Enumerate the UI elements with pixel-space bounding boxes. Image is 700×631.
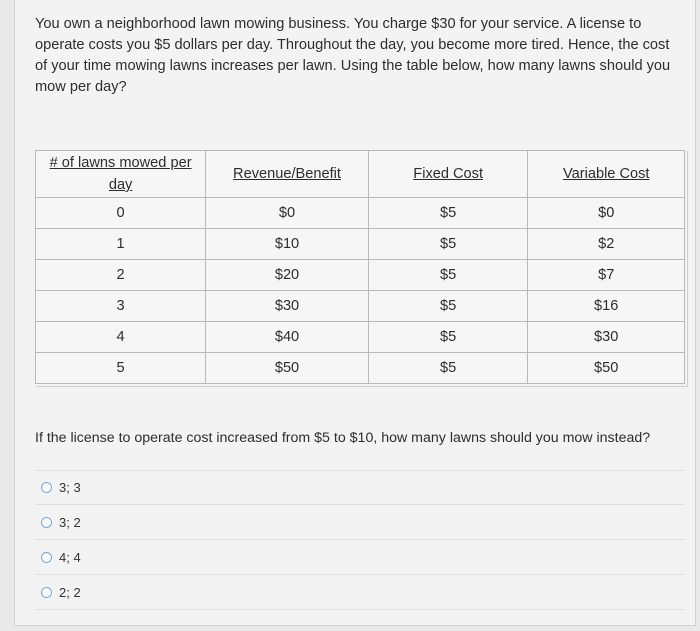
table-row xyxy=(36,260,685,291)
cell-fixed-cost: $5 xyxy=(368,353,528,384)
followup-question: If the license to operate cost increased from $5 to $10, how many lawns should you mow instead? xyxy=(35,430,651,446)
cell-variable-cost: $2 xyxy=(528,229,685,260)
answer-option-label: 4; 4 xyxy=(59,549,81,565)
cell-revenue: $50 xyxy=(206,353,369,384)
table-row xyxy=(36,229,685,260)
answer-option-2[interactable] xyxy=(35,505,685,540)
table-row xyxy=(36,291,685,322)
question-text: You own a neighborhood lawn mowing business. You charge $30 for your service. A license to operate costs you $5 dollars per day. Throughout the day, you become more tired. Hence, the cost of your time mowing lawns increases per lawn. Using the table below, how many lawns should you mow per day? xyxy=(35,16,671,95)
cell-lawns: 5 xyxy=(36,353,206,384)
cell-fixed-cost: $5 xyxy=(368,291,528,322)
cell-revenue: $0 xyxy=(206,198,369,229)
radio-circle-icon[interactable] xyxy=(41,587,52,598)
answer-option-label: 3; 3 xyxy=(59,479,81,495)
table-row xyxy=(36,198,685,229)
cell-variable-cost: $50 xyxy=(528,353,685,384)
cell-lawns: 2 xyxy=(36,260,206,291)
cell-revenue: $20 xyxy=(206,260,369,291)
cell-variable-cost: $30 xyxy=(528,322,685,353)
header-lawns: # of lawns mowed per day xyxy=(36,151,206,198)
answer-option-1[interactable] xyxy=(35,470,685,505)
answer-option-label: 3; 2 xyxy=(59,514,81,530)
table-row xyxy=(36,322,685,353)
header-variable-cost: Variable Cost xyxy=(528,151,685,198)
answer-option-label: 2; 2 xyxy=(59,584,81,600)
table-header-row xyxy=(36,151,685,198)
cell-fixed-cost: $5 xyxy=(368,198,528,229)
answer-option-4[interactable] xyxy=(35,575,685,610)
cell-revenue: $10 xyxy=(206,229,369,260)
question-card xyxy=(14,0,696,626)
cell-variable-cost: $0 xyxy=(528,198,685,229)
cell-lawns: 3 xyxy=(36,291,206,322)
cost-table xyxy=(35,150,685,384)
table-row xyxy=(36,353,685,384)
radio-circle-icon[interactable] xyxy=(41,482,52,493)
answer-option-3[interactable] xyxy=(35,540,685,575)
cell-lawns: 1 xyxy=(36,229,206,260)
radio-circle-icon[interactable] xyxy=(41,552,52,563)
cell-revenue: $40 xyxy=(206,322,369,353)
header-fixed-cost: Fixed Cost xyxy=(368,151,528,198)
cell-lawns: 4 xyxy=(36,322,206,353)
cell-fixed-cost: $5 xyxy=(368,322,528,353)
cell-revenue: $30 xyxy=(206,291,369,322)
header-revenue: Revenue/Benefit xyxy=(206,151,369,198)
radio-circle-icon[interactable] xyxy=(41,517,52,528)
cell-variable-cost: $7 xyxy=(528,260,685,291)
answer-options xyxy=(35,470,685,610)
cell-lawns: 0 xyxy=(36,198,206,229)
cell-fixed-cost: $5 xyxy=(368,229,528,260)
cell-variable-cost: $16 xyxy=(528,291,685,322)
cell-fixed-cost: $5 xyxy=(368,260,528,291)
